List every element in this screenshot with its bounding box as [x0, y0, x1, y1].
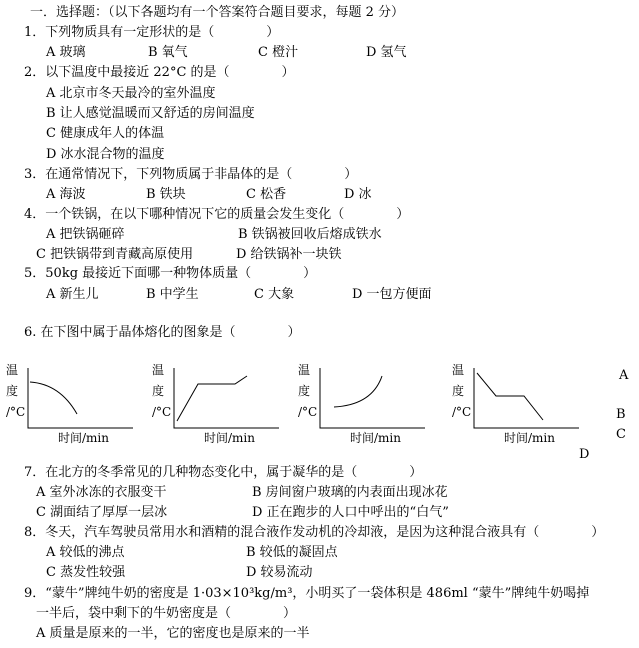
graph-d-unit: /°C: [452, 405, 472, 419]
q7-option-b: B 房间窗户玻璃的内表面出现冰花: [252, 485, 448, 500]
q7-option-c: C 湖面结了厚厚一层冰: [36, 505, 168, 520]
section-header: 一．选择题：（以下各题均有一个答案符合题目要求，每题 2 分）: [30, 5, 405, 20]
graph-letter-a: A: [619, 368, 629, 383]
q7-stem: 7．在北方的冬季常见的几种物态变化中，属于凝华的是（ ）: [24, 465, 423, 480]
graph-a-ylabel-1: 温: [6, 363, 19, 377]
graph-a-xlabel: 时间/min: [58, 431, 109, 445]
graph-d-ylabel-1: 温: [452, 363, 465, 377]
graph-c-ylabel-2: 度: [298, 384, 311, 398]
graph-a-unit: /°C: [6, 405, 26, 419]
q2-option-a: A 北京市冬天最冷的室外温度: [46, 86, 216, 101]
q1-option-c: C 橙汁: [258, 45, 299, 60]
q1-stem: 1．下列物质具有一定形状的是（ ）: [24, 25, 280, 40]
q2-stem: 2．以下温度中最接近 22°C 的是（ ）: [24, 65, 295, 80]
q4-option-c: C 把铁锅带到青藏高原使用: [36, 247, 194, 262]
q6-stem: 6. 在下图中属于晶体熔化的图象是（ ）: [24, 325, 301, 340]
q2-option-c: C 健康成年人的体温: [46, 126, 165, 141]
q1-option-d: D 氢气: [366, 45, 407, 60]
graph-a-ylabel-2: 度: [6, 384, 19, 398]
q8-option-d: D 较易流动: [246, 565, 313, 580]
q9-stem: 9．“蒙牛”牌纯牛奶的密度是 1·03×10³kg/m³，小明买了一袋体积是 486ml “蒙牛”牌纯牛奶喝掉: [24, 586, 590, 601]
graph-b-xlabel: 时间/min: [204, 431, 255, 445]
graph-c-curve: [334, 376, 382, 407]
q2-option-d: D 冰水混合物的温度: [46, 147, 165, 162]
q3-option-b: B 铁块: [146, 187, 186, 202]
graph-letter-b: B: [616, 407, 626, 422]
q5-option-c: C 大象: [254, 287, 295, 302]
q3-option-d: D 冰: [344, 187, 372, 202]
graph-d-ylabel-2: 度: [452, 384, 465, 398]
graph-d-xlabel: 时间/min: [504, 431, 555, 445]
graph-c-axes: [320, 368, 425, 428]
q3-option-c: C 松香: [246, 187, 287, 202]
q9-stem-continued: 一半后，袋中剩下的牛奶密度是（ ）: [36, 606, 297, 621]
graph-d-axes: [474, 368, 579, 428]
q2-option-b: B 让人感觉温暖而又舒适的房间温度: [46, 106, 255, 121]
q7-option-a: A 室外冰冻的衣服变干: [36, 485, 167, 500]
q4-option-a: A 把铁锅砸碎: [46, 227, 125, 242]
q8-stem: 8．冬天，汽车驾驶员常用水和酒精的混合液作发动机的冷却液，是因为这种混合液具有（ ）: [24, 525, 605, 540]
q5-option-b: B 中学生: [146, 287, 199, 302]
graph-b-ylabel-1: 温: [152, 363, 165, 377]
q7-option-d: D 正在跑步的人口中呼出的“白气”: [252, 505, 449, 520]
q8-option-a: A 较低的沸点: [46, 545, 125, 560]
graph-a-axes: [28, 368, 133, 428]
q3-stem: 3．在通常情况下，下列物质属于非晶体的是（ ）: [24, 167, 358, 182]
q1-option-b: B 氧气: [148, 45, 188, 60]
q5-stem: 5．50kg 最接近下面哪一种物体质量（ ）: [24, 266, 317, 281]
graph-c-unit: /°C: [298, 405, 318, 419]
q4-option-b: B 铁锅被回收后熔成铁水: [238, 227, 382, 242]
graph-c-xlabel: 时间/min: [350, 431, 401, 445]
q1-option-a: A 玻璃: [46, 45, 86, 60]
graph-b-ylabel-2: 度: [152, 384, 165, 398]
q4-option-d: D 给铁锅补一块铁: [236, 247, 342, 262]
graph-c-ylabel-1: 温: [298, 363, 311, 377]
graph-b-unit: /°C: [152, 405, 172, 419]
q8-option-c: C 蒸发性较强: [46, 565, 126, 580]
q3-option-a: A 海波: [46, 187, 86, 202]
q4-stem: 4．一个铁锅，在以下哪种情况下它的质量会发生变化（ ）: [24, 207, 410, 222]
graph-b-curve: [177, 376, 247, 421]
q5-option-a: A 新生儿: [46, 287, 99, 302]
q8-option-b: B 较低的凝固点: [246, 545, 338, 560]
q5-option-d: D 一包方便面: [352, 287, 432, 302]
graph-letter-d: D: [579, 447, 590, 462]
graph-letter-c: C: [616, 427, 626, 442]
graph-d-curve: [477, 373, 543, 420]
graph-a-curve: [30, 382, 77, 414]
q9-option-a: A 质量是原来的一半，它的密度也是原来的一半: [36, 626, 310, 641]
